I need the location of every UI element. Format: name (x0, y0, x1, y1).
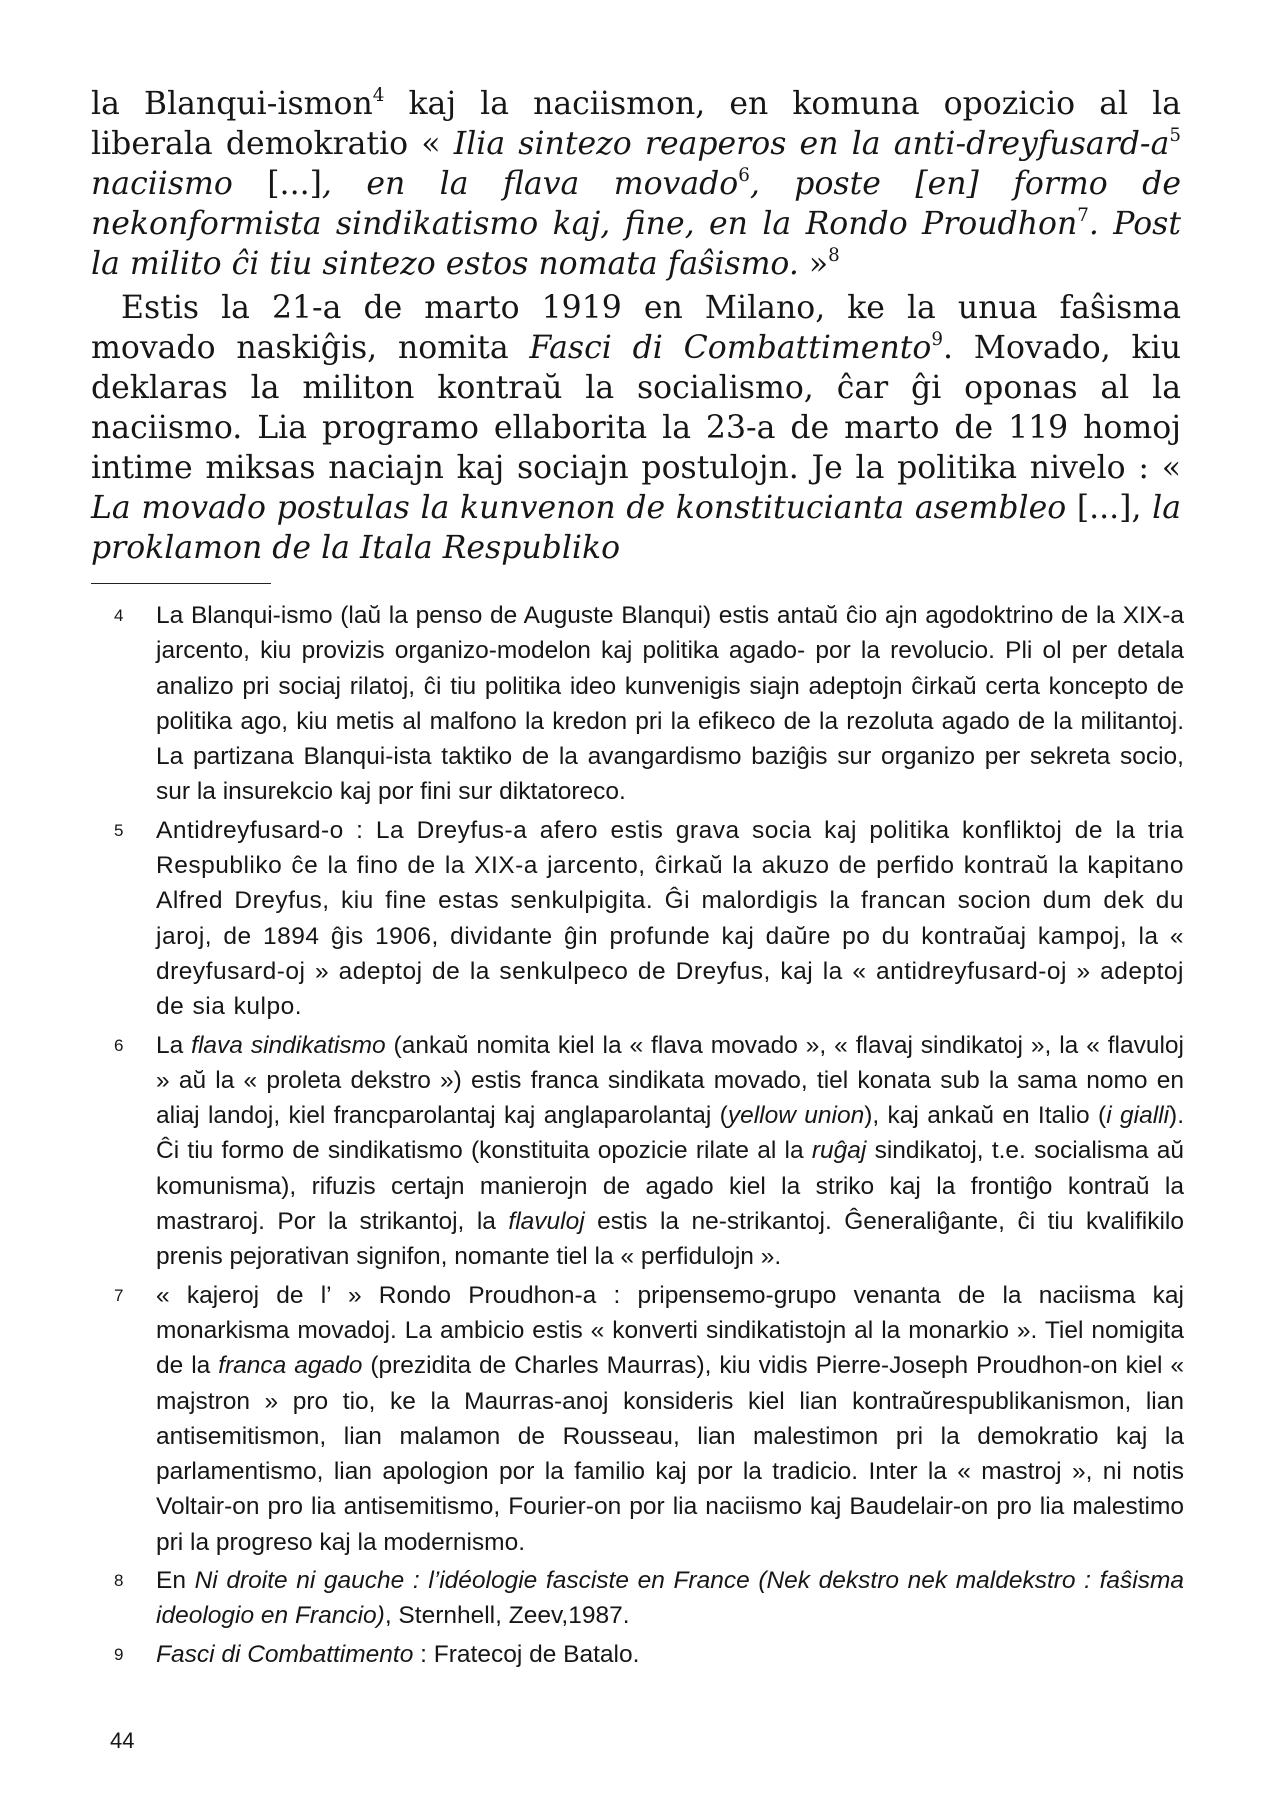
footnote-text (156, 1637, 1184, 1672)
text-run: ), kaj ankaŭ en Italio ( (864, 1102, 1107, 1130)
text-run: La Blanqui-ismo (laŭ la penso de Auguste Blanqui) estis antaŭ ĉio ajn agodoktrino de la XIX-a jarcento, kiu provizis organizo-modelon kaj politika agado- por la revolucio. Pli ol per detala analizo pri sociaj rilatoj, ĉi tiu politika ideo kunvenigis siajn adeptojn ĉirkaŭ certa koncepto de politika ago, kiu metis al malfono la kredon pri la efikeco de la rezoluta agado de la militantoj. La partizana Blanqui-ista taktiko de la avangardismo baziĝis sur organizo per sekreta socio, sur la insurekcio kaj por fini sur diktatoreco. (156, 602, 1184, 806)
italic-text: naciismo (91, 166, 233, 202)
footnote-8 (112, 1563, 1184, 1634)
italic-text: flava sindikatismo (191, 1031, 386, 1059)
text-run: ). Ĉi tiu formo de sindikatismo (konstituita opozicie rilate al la (156, 1102, 1184, 1165)
text-run: (prezidita de Charles Maurras), kiu vidis Pierre-Joseph Proudhon-on kiel « majstron » pro tio, ke la Maurras-anoj konsideris kiel lian kontraŭrespublikanismon, lian antisemitismon, lian malamon de Rousseau, lian malestimon pri la demokratio kaj la parlamentismo, lian apologion por la familio kaj por la tradicio. Inter la « mastroj », ni notis Voltair-on pro lia antisemitismo, Fourier-on por lia naciismo kaj Baudelair-on pro lia malestimo pri la progreso kaj la modernismo. (156, 1352, 1184, 1556)
text-run: [...] (232, 166, 322, 202)
italic-text: Ilia sintezo reaperos en la anti-dreyfusard-a (453, 126, 1170, 162)
footnote-text (156, 1278, 1184, 1560)
text-run: la Blanqui-ismon (91, 86, 373, 122)
footnote-text (156, 1563, 1184, 1634)
paragraph-2 (91, 288, 1181, 568)
footnote-ref: 6 (738, 164, 750, 186)
footnote-5 (112, 813, 1184, 1025)
footnote-ref: 4 (372, 84, 385, 106)
text-run: : Fratecoj de Batalo. (413, 1640, 640, 1668)
italic-text: Fasci di Combattimento (156, 1640, 414, 1668)
text-run: [...], (1066, 490, 1153, 526)
footnote-ref: 8 (828, 244, 840, 266)
footnote-number: 5 (114, 820, 124, 840)
italic-text: formo de nekonformista sindikatismo kaj, fine, en la Rondo Proudhon (91, 166, 1181, 242)
footnote-text (156, 598, 1184, 810)
footnote-number: 8 (114, 1571, 124, 1591)
italic-text: franca agado (218, 1352, 363, 1380)
footnote-number: 4 (114, 606, 124, 625)
text-run: . Movado, kiu deklaras la militon kontraŭ la socialismo, ĉar ĝi oponas al la naciismo. Lia programo ellaborita la 23-a de marto de 119 homoj intime miksas naciajn kaj sociajn postulojn. Je la politika nivelo : « (91, 330, 1181, 486)
italic-text: Fasci di Combattimento (529, 330, 932, 366)
italic-text: Ni droite ni gauche : l’idéologie fasciste en France (Nek dekstro nek maldekstro : faŝisma ideologio en Francio) (156, 1567, 1184, 1630)
text-run: La (156, 1031, 192, 1059)
page-number: 44 (110, 1728, 135, 1753)
footnotes (112, 598, 1184, 1675)
italic-text: , en la flava movado (321, 166, 739, 202)
footnote-9 (112, 1637, 1184, 1672)
text-run: » (798, 246, 829, 282)
text-run: En (156, 1567, 195, 1595)
footnote-number: 6 (114, 1035, 124, 1055)
text-run: sindikatoj, t.e. socialisma aŭ komunisma), rifuzis certajn manierojn de agado kiel la striko kaj la frontiĝo kontraŭ la mastraroj. Por la strikantoj, la (156, 1137, 1184, 1236)
footnote-7 (112, 1278, 1184, 1560)
footnote-4 (112, 598, 1184, 810)
text-run: « kajeroj de l’ » Rondo Proudhon-a : pripensemo-grupo venanta de la naciisma kaj monarkisma movadoj. La ambicio estis « konverti sindikatistojn al la monarkio ». Tiel nomigita de la (156, 1281, 1184, 1380)
footnote-separator (91, 583, 271, 584)
text-run: kaj la naciismon, en komuna opozicio al la liberala demokratio « (91, 86, 1181, 162)
text-run: Estis la 21-a de marto 1919 en Milano, ke la unua faŝisma movado naskiĝis, nomita (91, 290, 1181, 366)
footnote-6 (112, 1028, 1184, 1275)
footnote-text (156, 1028, 1184, 1275)
italic-text: yellow union (727, 1102, 865, 1130)
italic-text: [en] (915, 166, 979, 202)
italic-text: flavuloj (508, 1208, 585, 1236)
italic-text: ruĝaj (811, 1137, 867, 1165)
text-run: , Sternhell, Zeev,1987. (384, 1602, 630, 1630)
italic-text: , poste (749, 166, 916, 202)
italic-text: La movado postulas la kunvenon de konstitucianta asembleo (91, 490, 1067, 526)
text-run: Antidreyfusard-o : La Dreyfus-a afero estis grava socia kaj politika konfliktoj de la tria Respubliko ĉe la fino de la XIX-a jarcento, ĉirkaŭ la akuzo de perfido kontraŭ la kapitano Alfred Dreyfus, kiu fine estas senkulpigita. Ĝi malordigis la francan socion dum dek du jaroj, de 1894 ĝis 1906, dividante ĝin profunde kaj daŭre po du kontraŭaj kampoj, la « dreyfusard-oj » adeptoj de la senkulpeco de Dreyfus, kaj la « antidreyfusard-oj » adeptoj de sia kulpo. (156, 816, 1184, 1021)
paragraph-1 (91, 84, 1181, 284)
text-run: (ankaŭ nomita kiel la « flava movado », « flavaj sindikatoj », la « flavuloj » aŭ la « proleta dekstro ») estis franca sindikata movado, tiel konata sub la sama nomo en aliaj landoj, kiel francparolantaj kaj anglaparolantaj ( (156, 1031, 1184, 1130)
footnote-number: 9 (114, 1644, 124, 1664)
footnote-ref: 9 (931, 328, 943, 350)
italic-text: i gialli (1106, 1102, 1170, 1130)
footnote-number: 7 (114, 1285, 124, 1305)
italic-text: la proklamon de la Itala Respubliko (91, 490, 1182, 566)
main-text (91, 84, 1181, 568)
footnote-ref: 7 (1077, 204, 1089, 226)
footnote-ref: 5 (1169, 124, 1181, 146)
text-run: estis la ne-strikantoj. Ĝeneraliĝante, ĉi tiu kvalifikilo prenis pejorativan signifon, nomante tiel la « perfidulojn ». (156, 1208, 1184, 1271)
footnote-text (156, 813, 1184, 1025)
italic-text: . Post la milito ĉi tiu sintezo estos nomata faŝismo. (91, 206, 1181, 282)
